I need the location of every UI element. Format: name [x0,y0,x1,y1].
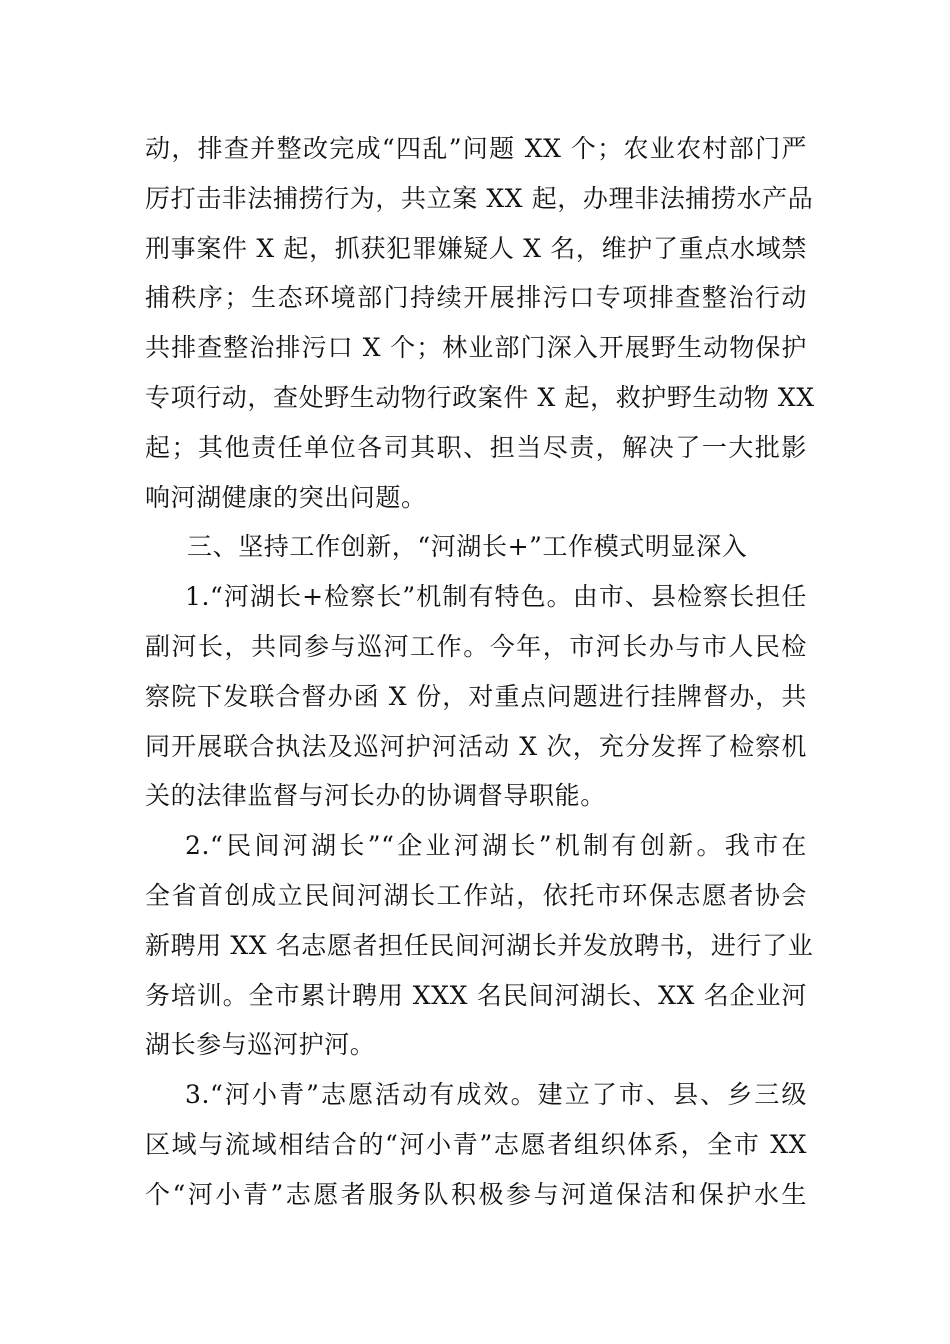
paragraph-line: 响河湖健康的突出问题。 [145,482,427,512]
paragraph-line: 关的法律监督与河长办的协调督导职能。 [145,781,606,811]
paragraph-line: 2.“民间河湖长”“企业河湖长”机制有创新。我市在 [185,831,807,861]
paragraph-1 [145,572,807,821]
paragraph-line: 专项行动，查处野生动物行政案件 X 起，救护野生动物 XX [145,382,815,412]
paragraph-line: 动，排查并整改完成“四乱”问题 XX 个；农业农村部门严 [145,134,807,163]
paragraph-line: 起；其他责任单位各司其职、担当尽责，解决了一大批影 [145,432,807,462]
paragraph-line: 察院下发联合督办函 X 份，对重点问题进行挂牌督办，共 [145,681,807,711]
paragraph-3 [145,1070,807,1219]
paragraph-line: 区域与流域相结合的“河小青”志愿者组织体系，全市 XX [145,1129,807,1159]
paragraph-line: 刑事案件 X 起，抓获犯罪嫌疑人 X 名，维护了重点水域禁 [145,233,807,263]
paragraph-2 [145,821,814,1070]
paragraph-line: 副河长，共同参与巡河工作。今年，市河长办与市人民检 [145,631,807,661]
paragraph-line: 湖长参与巡河护河。 [145,1030,376,1060]
paragraph-line: 同开展联合执法及巡河护河活动 X 次，充分发挥了检察机 [145,731,807,761]
paragraph-line: 务培训。全市累计聘用 XXX 名民间河湖长、XX 名企业河 [145,980,807,1010]
paragraph-line: 1.“河湖长+检察长”机制有特色。由市、县检察长担任 [185,582,807,612]
paragraph-line: 捕秩序；生态环境部门持续开展排污口专项排查整治行动 [145,283,807,313]
paragraph-line: 全省首创成立民间河湖长工作站，依托市环保志愿者协会 [145,880,807,910]
section-heading: 三、坚持工作创新，“河湖长+”工作模式明显深入 [187,532,748,562]
document-body [145,124,815,1220]
paragraph-line: 厉打击非法捕捞行为，共立案 XX 起，办理非法捕捞水产品 [145,183,814,213]
paragraph-line: 共排查整治排污口 X 个；林业部门深入开展野生动物保护 [145,333,807,363]
paragraph-line: 新聘用 XX 名志愿者担任民间河湖长并发放聘书，进行了业 [145,930,814,960]
paragraph-line: 个“河小青”志愿者服务队积极参与河道保洁和保护水生 [145,1179,807,1209]
continuation-paragraph [145,124,815,522]
paragraph-line: 3.“河小青”志愿活动有成效。建立了市、县、乡三级 [185,1080,807,1110]
